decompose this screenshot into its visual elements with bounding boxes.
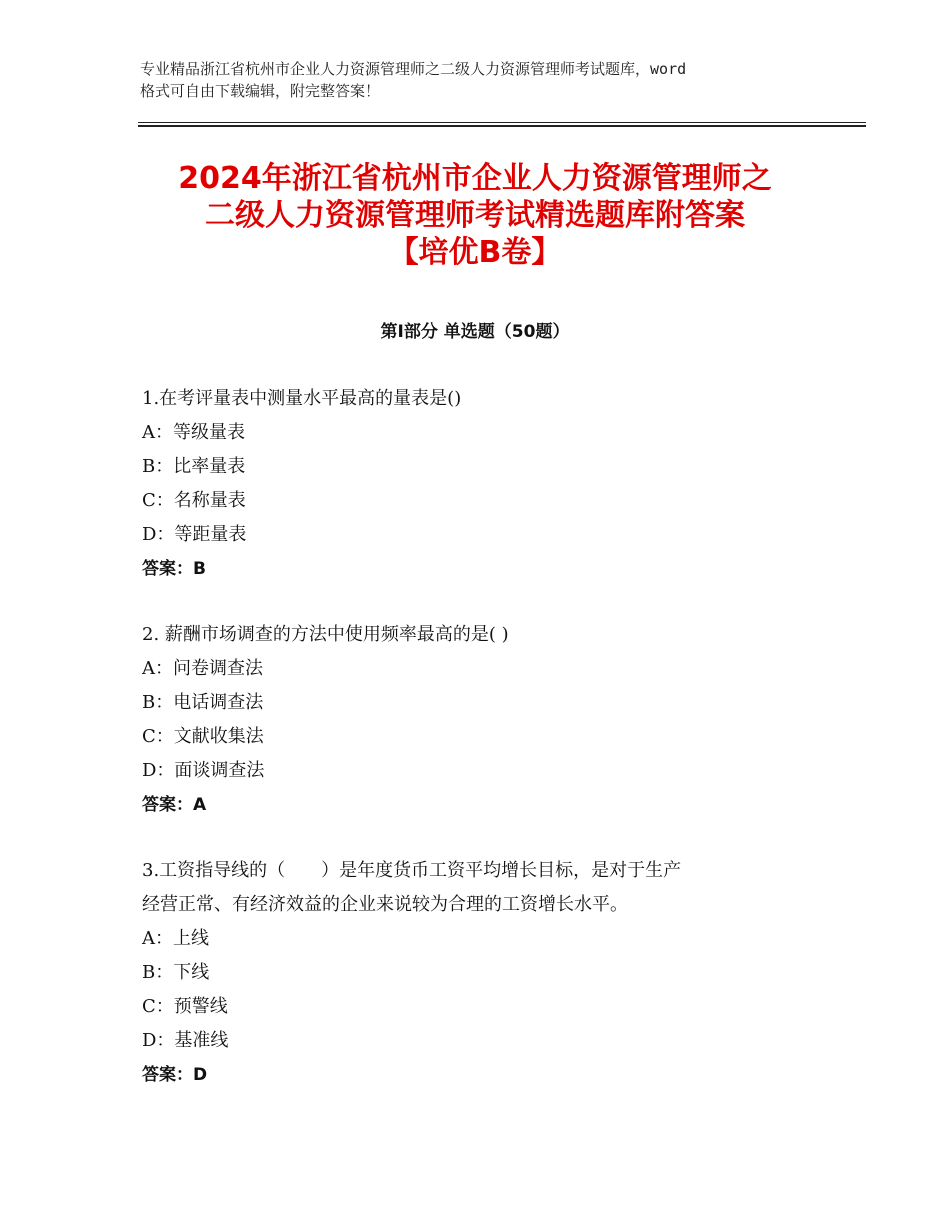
- option-d: D：基准线: [142, 1030, 229, 1051]
- answer-label: 答案：A: [142, 795, 207, 815]
- option-c: C：名称量表: [142, 490, 246, 511]
- question-3: [142, 854, 822, 1092]
- option-b: B：电话调查法: [142, 692, 264, 713]
- option-d: D：面谈调查法: [142, 760, 265, 781]
- section-heading: 第Ⅰ部分 单选题（50题）: [380, 322, 570, 342]
- question-stem: 1.在考评量表中测量水平最高的量表是(): [142, 388, 462, 409]
- option-c: C：文献收集法: [142, 726, 264, 747]
- title-line-3: 【培优B卷】: [388, 235, 562, 270]
- question-stem-continued: 经营正常、有经济效益的企业来说较为合理的工资增长水平。: [142, 894, 628, 915]
- question-list: [142, 382, 822, 1124]
- header-divider-thin: [138, 122, 866, 123]
- option-b: B：比率量表: [142, 456, 246, 477]
- option-b: B：下线: [142, 962, 210, 983]
- question-2: [142, 618, 822, 822]
- header-note: [140, 58, 840, 102]
- option-d: D：等距量表: [142, 524, 247, 545]
- option-a: A：上线: [142, 928, 209, 949]
- answer-label: 答案：B: [142, 559, 206, 579]
- question-1: [142, 382, 822, 586]
- title-line-1: 2024年浙江省杭州市企业人力资源管理师之: [178, 161, 772, 196]
- header-note-line-2: 格式可自由下载编辑，附完整答案！: [140, 82, 381, 100]
- question-stem: 2. 薪酬市场调查的方法中使用频率最高的是( ): [142, 624, 509, 645]
- header-note-line-1: 专业精品浙江省杭州市企业人力资源管理师之二级人力资源管理师考试题库，word: [140, 60, 687, 78]
- question-stem: 3.工资指导线的（ ）是年度货币工资平均增长目标，是对于生产: [142, 860, 682, 881]
- title-line-2: 二级人力资源管理师考试精选题库附答案: [205, 198, 745, 233]
- document-title: [100, 160, 850, 271]
- answer-label: 答案：D: [142, 1065, 208, 1085]
- header-divider-thick: [138, 125, 866, 127]
- option-c: C：预警线: [142, 996, 228, 1017]
- option-a: A：等级量表: [142, 422, 245, 443]
- option-a: A：问卷调查法: [142, 658, 263, 679]
